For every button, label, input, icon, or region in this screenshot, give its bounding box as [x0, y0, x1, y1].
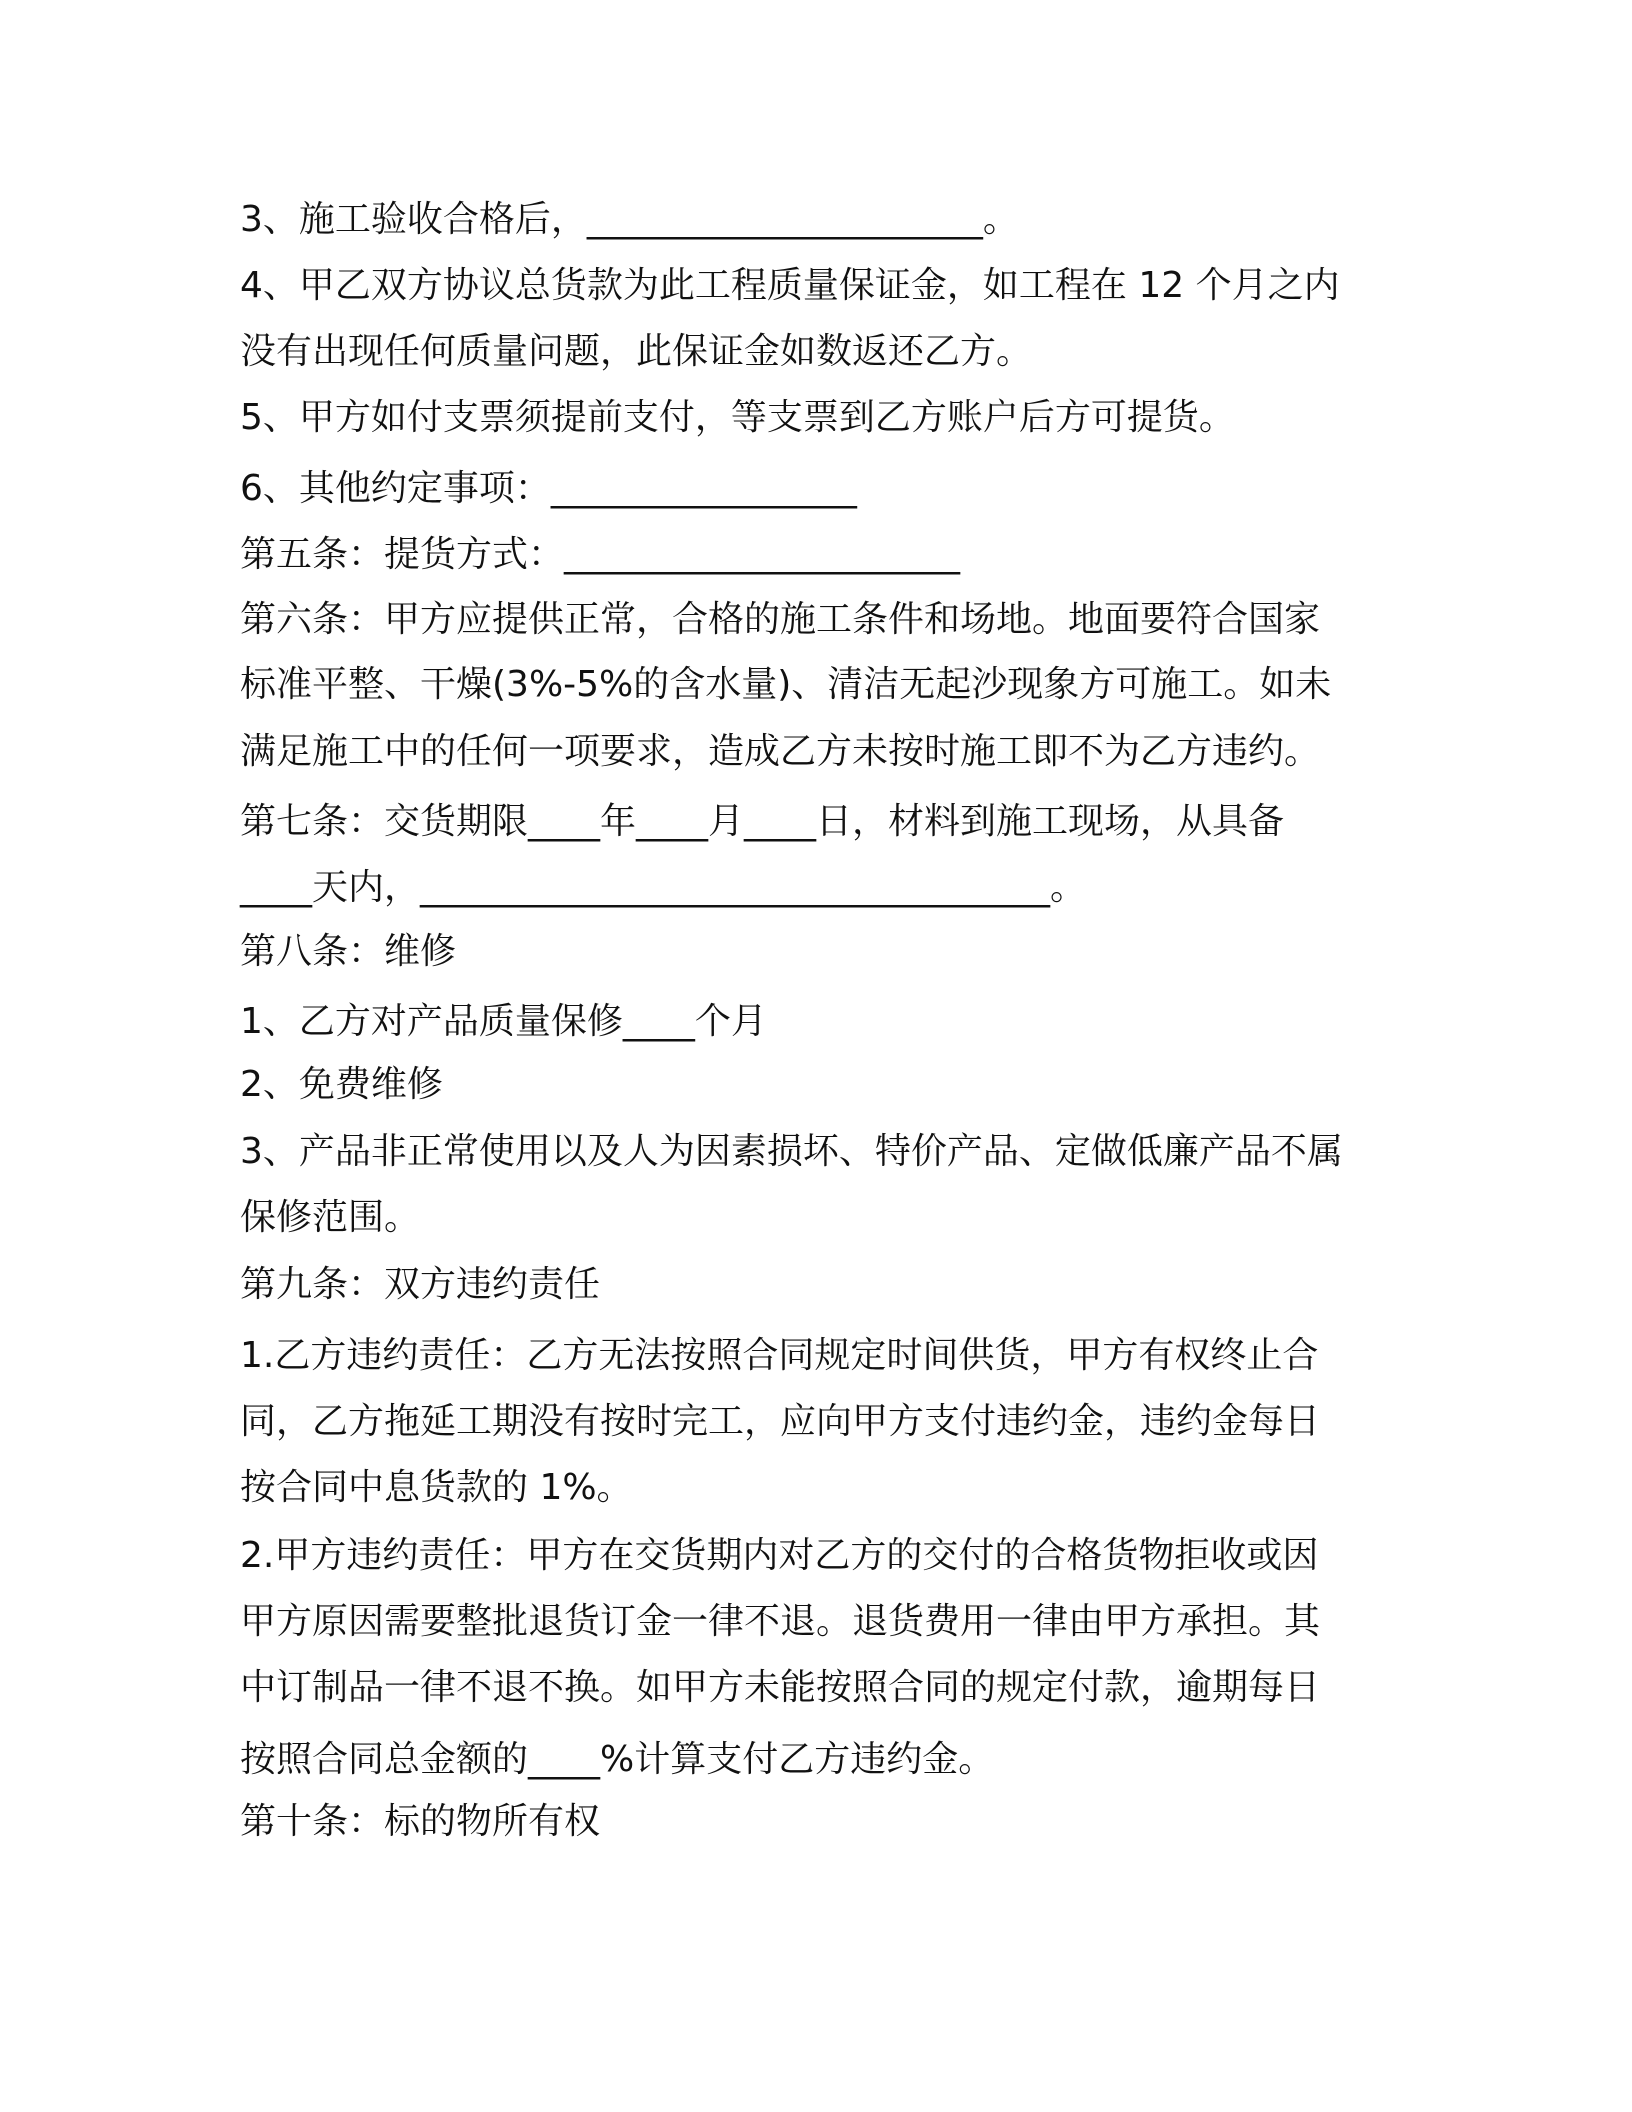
- clause-4-6: 6、其他约定事项：_________________: [240, 468, 857, 509]
- article-6-line-2: 标准平整、干燥(3%-5%的含水量)、清洁无起沙现象方可施工。如未: [240, 664, 1332, 705]
- article-9-item-1-line-2: 同，乙方拖延工期没有按时完工，应向甲方支付违约金，违约金每日: [240, 1401, 1321, 1442]
- article-7-line-1: 第七条：交货期限____年____月____日，材料到施工现场，从具备: [240, 801, 1285, 842]
- article-6-line-3: 满足施工中的任何一项要求，造成乙方未按时施工即不为乙方违约。: [240, 731, 1321, 772]
- article-5: 第五条：提货方式：______________________: [240, 534, 961, 575]
- article-6-line-1: 第六条：甲方应提供正常，合格的施工条件和场地。地面要符合国家: [240, 599, 1321, 640]
- article-7-line-2: ____天内，___________________________________。: [240, 867, 1087, 908]
- clause-4-4-line-2: 没有出现任何质量问题，此保证金如数返还乙方。: [240, 331, 1033, 372]
- clause-4-5: 5、甲方如付支票须提前支付，等支票到乙方账户后方可提货。: [240, 397, 1235, 438]
- article-10-heading: 第十条：标的物所有权: [240, 1801, 601, 1842]
- article-9-item-2-line-1: 2.甲方违约责任：甲方在交货期内对乙方的交付的合格货物拒收或因: [240, 1535, 1319, 1576]
- article-8-item-3-line-2: 保修范围。: [240, 1197, 421, 1238]
- clause-4-4-line-1: 4、甲乙双方协议总货款为此工程质量保证金，如工程在 12 个月之内: [240, 265, 1340, 306]
- article-9-item-1-line-3: 按合同中息货款的 1%。: [240, 1467, 633, 1508]
- clause-4-3: 3、施工验收合格后，______________________。: [240, 199, 1019, 240]
- article-8-item-2: 2、免费维修: [240, 1064, 443, 1105]
- article-9-item-2-line-4: 按照合同总金额的____%计算支付乙方违约金。: [240, 1739, 995, 1780]
- article-9-item-1-line-1: 1.乙方违约责任：乙方无法按照合同规定时间供货，甲方有权终止合: [240, 1335, 1319, 1376]
- article-9-heading: 第九条：双方违约责任: [240, 1264, 601, 1305]
- article-8-heading: 第八条：维修: [240, 931, 457, 972]
- article-8-item-3-line-1: 3、产品非正常使用以及人为因素损坏、特价产品、定做低廉产品不属: [240, 1131, 1343, 1172]
- article-9-item-2-line-2: 甲方原因需要整批退货订金一律不退。退货费用一律由甲方承担。其: [240, 1601, 1321, 1642]
- article-8-item-1: 1、乙方对产品质量保修____个月: [240, 1001, 767, 1042]
- article-9-item-2-line-3: 中订制品一律不退不换。如甲方未能按照合同的规定付款，逾期每日: [240, 1667, 1321, 1708]
